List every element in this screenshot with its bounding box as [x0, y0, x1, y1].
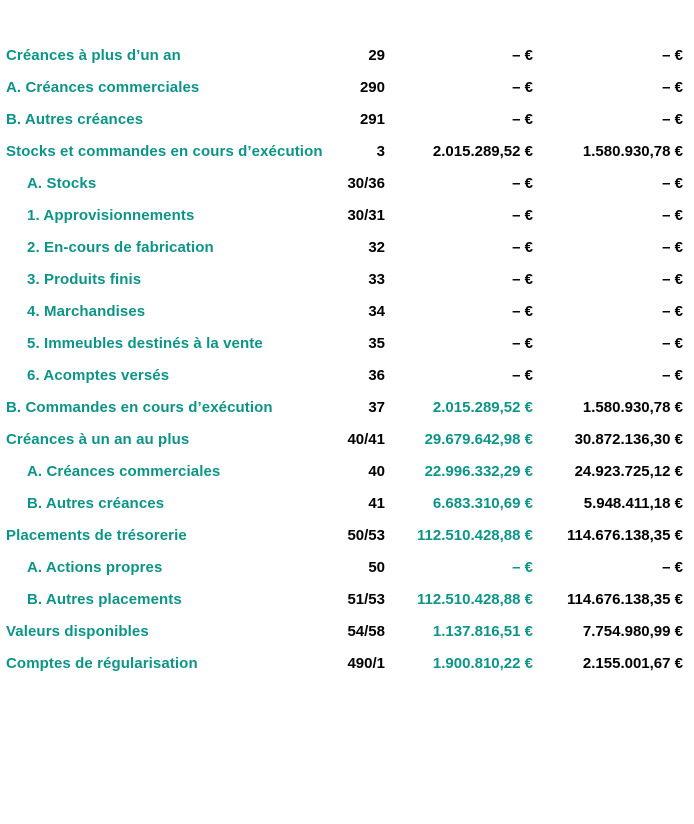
- table-row: [0, 424, 694, 456]
- account-code: 50: [368, 559, 385, 576]
- account-code: 291: [359, 111, 385, 128]
- table-row: [0, 520, 694, 552]
- account-label: 6. Acomptes versés: [27, 367, 170, 384]
- amount-current-period: – €: [512, 47, 533, 64]
- table-row: [0, 456, 694, 488]
- account-label: Valeurs disponibles: [6, 623, 149, 640]
- account-label: A. Créances commerciales: [27, 463, 221, 480]
- amount-previous-period: – €: [662, 47, 683, 64]
- account-label: 4. Marchandises: [27, 303, 146, 320]
- table-row: [0, 552, 694, 584]
- amount-previous-period: 114.676.138,35 €: [567, 527, 683, 544]
- table-row: [0, 648, 694, 680]
- amount-current-period: 2.015.289,52 €: [432, 143, 533, 160]
- amount-previous-period: – €: [662, 175, 683, 192]
- amount-current-period: – €: [512, 239, 533, 256]
- amount-current-period: 112.510.428,88 €: [417, 527, 533, 544]
- account-label: A. Créances commerciales: [6, 79, 200, 96]
- account-code: 54/58: [347, 623, 385, 640]
- account-code: 36: [368, 367, 385, 384]
- account-code: 35: [368, 335, 385, 352]
- amount-current-period: 22.996.332,29 €: [424, 463, 533, 480]
- amount-current-period: – €: [512, 271, 533, 288]
- amount-current-period: – €: [512, 335, 533, 352]
- account-code: 3: [376, 143, 385, 160]
- table-row: [0, 360, 694, 392]
- amount-previous-period: 24.923.725,12 €: [574, 463, 683, 480]
- amount-previous-period: – €: [662, 79, 683, 96]
- account-label: 3. Produits finis: [27, 271, 142, 288]
- amount-previous-period: 5.948.411,18 €: [583, 495, 683, 512]
- amount-previous-period: 114.676.138,35 €: [567, 591, 683, 608]
- account-label: B. Autres créances: [6, 111, 144, 128]
- account-code: 34: [368, 303, 385, 320]
- account-code: 33: [368, 271, 385, 288]
- account-label: Comptes de régularisation: [6, 655, 198, 672]
- amount-previous-period: 30.872.136,30 €: [574, 431, 683, 448]
- amount-current-period: 1.900.810,22 €: [432, 655, 533, 672]
- account-label: Créances à un an au plus: [6, 431, 190, 448]
- table-row: [0, 328, 694, 360]
- account-code: 490/1: [347, 655, 385, 672]
- account-label: Placements de trésorerie: [6, 527, 187, 544]
- table-row: [0, 296, 694, 328]
- amount-previous-period: – €: [662, 239, 683, 256]
- account-label: 5. Immeubles destinés à la vente: [27, 335, 263, 352]
- amount-current-period: 112.510.428,88 €: [417, 591, 533, 608]
- table-row: [0, 72, 694, 104]
- amount-current-period: – €: [512, 367, 533, 384]
- account-code: 40: [368, 463, 385, 480]
- table-row: [0, 616, 694, 648]
- amount-previous-period: – €: [662, 559, 683, 576]
- account-label: Créances à plus d’un an: [6, 47, 181, 64]
- account-label: 2. En-cours de fabrication: [27, 239, 214, 256]
- amount-previous-period: – €: [662, 367, 683, 384]
- account-code: 290: [359, 79, 385, 96]
- amount-current-period: – €: [512, 111, 533, 128]
- account-label: A. Actions propres: [27, 559, 163, 576]
- account-label: B. Autres créances: [27, 495, 165, 512]
- table-row: [0, 392, 694, 424]
- account-code: 41: [368, 495, 385, 512]
- account-label: B. Commandes en cours d’exécution: [6, 399, 273, 416]
- amount-previous-period: 2.155.001,67 €: [582, 655, 683, 672]
- account-code: 30/36: [347, 175, 385, 192]
- table-row: [0, 200, 694, 232]
- amount-current-period: – €: [512, 303, 533, 320]
- account-code: 51/53: [347, 591, 385, 608]
- account-label: A. Stocks: [27, 175, 97, 192]
- amount-previous-period: 1.580.930,78 €: [582, 399, 683, 416]
- amount-previous-period: – €: [662, 271, 683, 288]
- table-row: [0, 40, 694, 72]
- account-code: 30/31: [347, 207, 385, 224]
- account-code: 32: [368, 239, 385, 256]
- account-code: 37: [368, 399, 385, 416]
- amount-current-period: – €: [512, 79, 533, 96]
- amount-current-period: – €: [512, 175, 533, 192]
- amount-previous-period: – €: [662, 111, 683, 128]
- table-rows-container: [0, 40, 694, 680]
- table-row: [0, 104, 694, 136]
- amount-previous-period: – €: [662, 335, 683, 352]
- amount-current-period: 2.015.289,52 €: [432, 399, 533, 416]
- table-row: [0, 488, 694, 520]
- account-label: B. Autres placements: [27, 591, 182, 608]
- table-row: [0, 168, 694, 200]
- account-code: 40/41: [347, 431, 385, 448]
- amount-previous-period: – €: [662, 303, 683, 320]
- amount-current-period: 1.137.816,51 €: [432, 623, 533, 640]
- account-label: 1. Approvisionnements: [27, 207, 195, 224]
- table-row: [0, 232, 694, 264]
- amount-previous-period: – €: [662, 207, 683, 224]
- amount-previous-period: 7.754.980,99 €: [582, 623, 683, 640]
- table-row: [0, 136, 694, 168]
- amount-current-period: 29.679.642,98 €: [424, 431, 533, 448]
- account-label: Stocks et commandes en cours d’exécution: [6, 143, 323, 160]
- table-row: [0, 584, 694, 616]
- amount-current-period: – €: [512, 559, 533, 576]
- amount-current-period: 6.683.310,69 €: [432, 495, 533, 512]
- amount-current-period: – €: [512, 207, 533, 224]
- account-code: 29: [368, 47, 385, 64]
- table-row: [0, 264, 694, 296]
- amount-previous-period: 1.580.930,78 €: [582, 143, 683, 160]
- account-code: 50/53: [347, 527, 385, 544]
